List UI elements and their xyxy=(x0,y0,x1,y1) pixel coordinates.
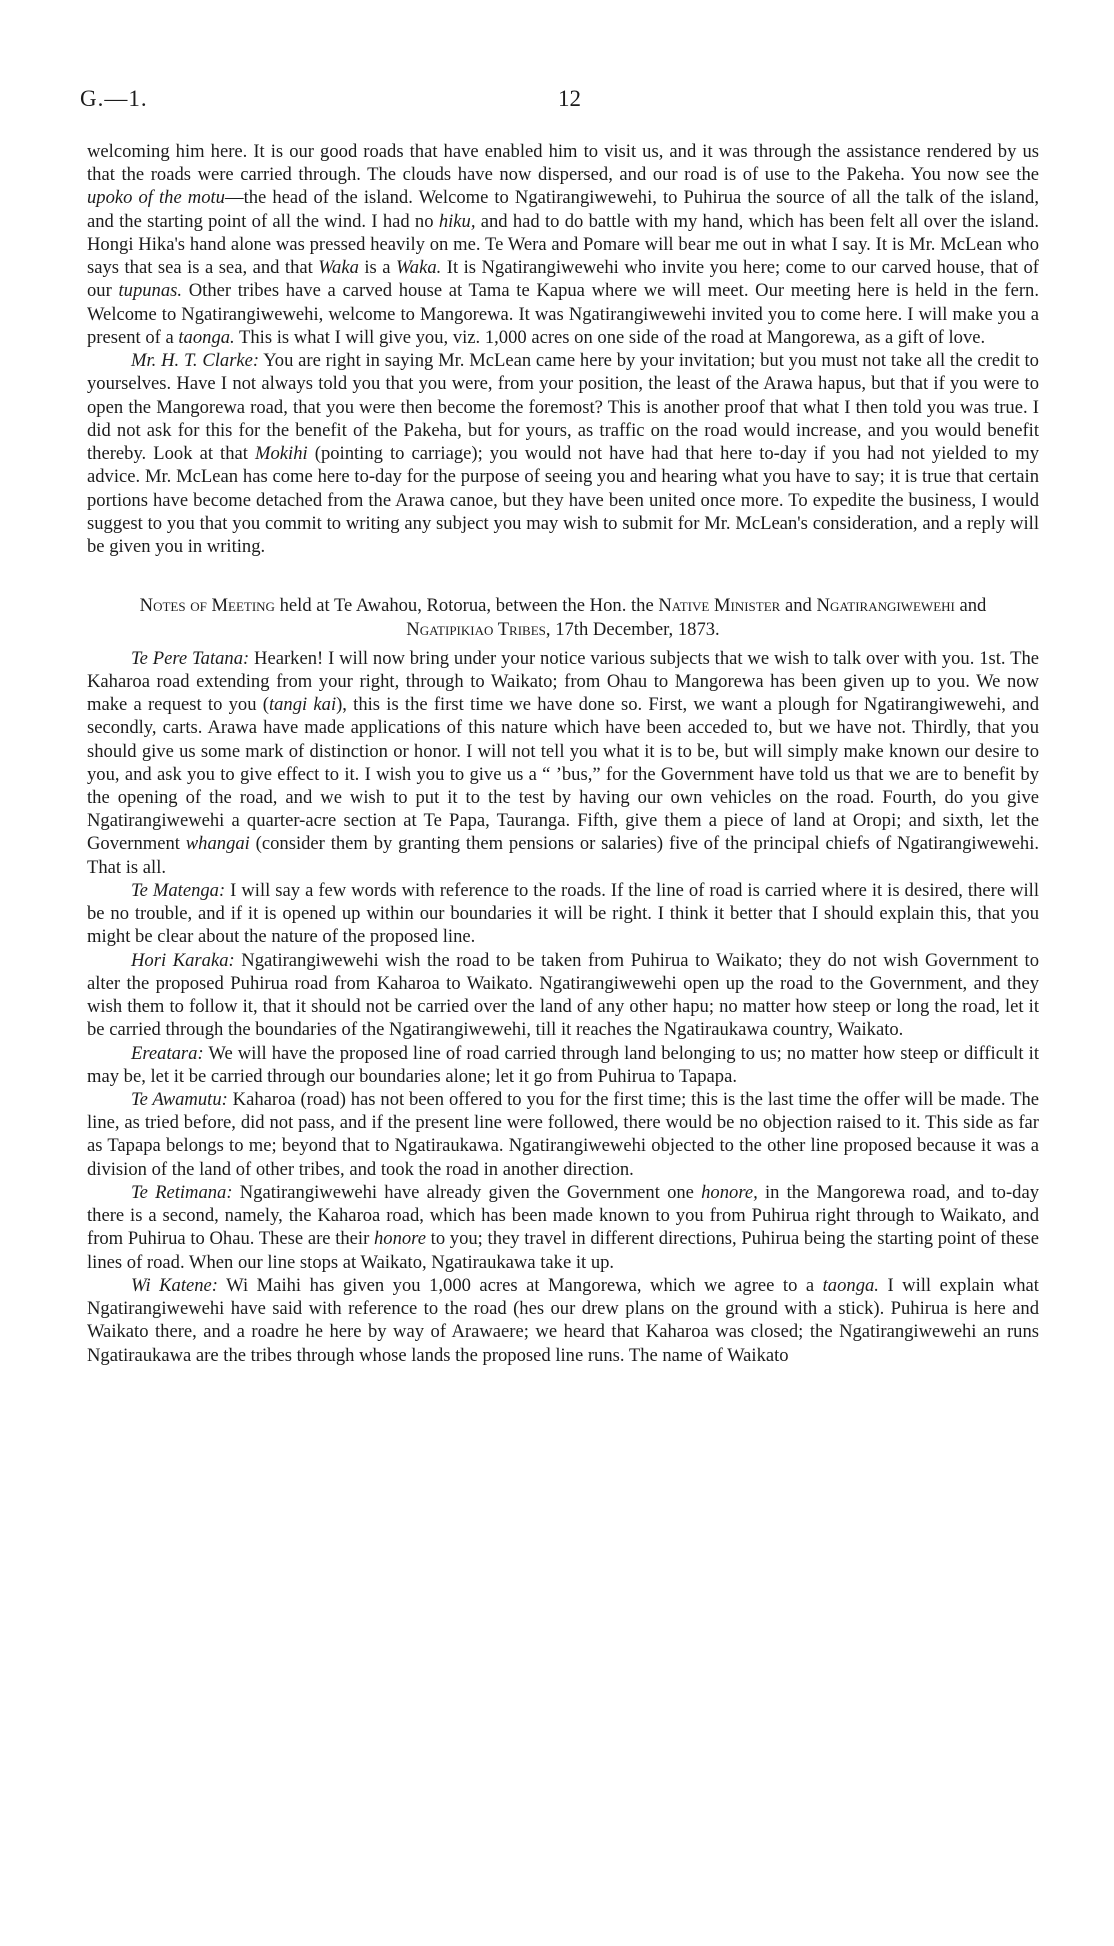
text-run: This is what I will give you, viz. 1,000 acres on one side of the road at Mangorewa, as a gift of love. xyxy=(234,326,986,348)
body-paragraph xyxy=(87,1181,1039,1274)
small-caps-text: Native Minister xyxy=(658,595,781,617)
italic-text: tupunas. xyxy=(118,280,183,302)
italic-text: honore, xyxy=(701,1181,758,1203)
text-run: I will say a few words with reference to the roads. If the line of road is carried where it is desired, there will be no trouble, and if it is opened up within our boundaries it will be right. I think it better that I should explain this, that you might be clear about the nature of the proposed line. xyxy=(87,879,1039,948)
text-run: is a xyxy=(358,257,397,279)
text-run: Other tribes have a carved house at Tama te Kapua where we will meet. Our meeting here is held in the fern. Welcome to Ngatirangiwewehi, welcome to Mangorewa. It was Ngatirangiwewehi invited you to come here. I will make you a present of a xyxy=(87,280,1039,348)
body-paragraph xyxy=(87,1042,1039,1088)
italic-text: Mokihi xyxy=(255,443,308,465)
italic-text: taonga. xyxy=(822,1274,879,1296)
text-run: and xyxy=(780,595,817,617)
text-run: It is Ngatirangiwewehi who invite you here; come to our carved house, that of our xyxy=(87,257,1039,302)
body-paragraph xyxy=(87,647,1039,879)
italic-text: Ereatara: xyxy=(131,1042,204,1064)
italic-text: Te Matenga: xyxy=(131,879,226,901)
document-reference: G.—1. xyxy=(80,86,148,111)
italic-text: tangi kai xyxy=(268,694,337,716)
italic-text: Mr. H. T. Clarke: xyxy=(131,350,260,372)
text-run: (consider them by granting them pensions or salaries) five of the principal chiefs of Ngatirangiwewehi. That is all. xyxy=(87,833,1040,878)
italic-text: taonga. xyxy=(178,326,235,348)
page-body xyxy=(87,140,1039,1367)
body-paragraph xyxy=(87,1274,1039,1367)
body-paragraph xyxy=(87,879,1039,949)
text-run: Ngatirangiwewehi wish the road to be taken from Puhirua to Waikato; they do not wish Government to alter the proposed Puhirua road from Kaharoa to Waikato. Ngatirangiwewehi open up the road to the Government, and they wish them to follow it, that it should not be carried over the land of any other hapu; no matter how steep or long the road, let it be carried through the boundaries of the Ngatirangiwewehi, till it reaches the Ngatiraukawa country, Waikato. xyxy=(87,949,1040,1041)
text-run: held at Te Awahou, Rotorua, between the Hon. the xyxy=(274,595,659,617)
body-paragraph xyxy=(87,349,1039,558)
text-run: and xyxy=(954,595,987,617)
small-caps-text: Notes of Meeting xyxy=(139,595,275,617)
text-run: and had to do battle with my hand, which has been felt all over the island. Hongi Hika's hand alone was pressed heavily on me. Te Wera and Pomare will bear me out in what I say. It is Mr. McLean who says that sea is a sea, and that xyxy=(87,210,1039,279)
italic-text: Te Pere Tatana: xyxy=(131,647,250,669)
text-run: , 17th December, 1873. xyxy=(545,619,720,641)
page-header xyxy=(80,86,1040,122)
section-heading xyxy=(87,594,1039,642)
text-run: Ngatirangiwewehi have already given the Government one xyxy=(232,1181,702,1203)
text-run: You are right in saying Mr. McLean came here by your invitation; but you must not take all the credit to yourselves. Have I not always told you that you were, from your position, the least of the Arawa hapus, but that if you were to open the Mangorewa road, that you were then become the foremost? This is another proof that what I then told you was true. I did not ask for this for the benefit of the Pakeha, but for yours, as traffic on the road would increase, and you would benefit thereby. Look at that xyxy=(87,350,1039,465)
text-run: (pointing to carriage); you would not have had that here to-day if you had not yielded to my advice. Mr. McLean has come here to-day for the purpose of seeing you and hearing what you have to say; it is true that certain portions have become detached from the Arawa canoe, but they have been united once more. To expedite the business, I would suggest to you that you commit to writing any subject you may wish to submit for Mr. McLean's consideration, and a reply will be given you in writing. xyxy=(87,443,1039,557)
body-paragraph xyxy=(87,949,1039,1042)
italic-text: Hori Karaka: xyxy=(131,949,235,971)
italic-text: Te Retimana: xyxy=(131,1181,233,1203)
page-number: 12 xyxy=(558,86,581,111)
italic-text: Waka. xyxy=(396,257,442,279)
italic-text: Te Awamutu: xyxy=(131,1089,228,1111)
text-run: —the head of the island. Welcome to Ngatirangiwewehi, to Puhirua the source of all the talk of the island, and the starting point of all the wind. I had no xyxy=(87,187,1039,232)
body-paragraph xyxy=(87,140,1039,349)
text-run: to you; they travel in different directions, Puhirua being the starting point of these lines of road. When our line stops at Waikato, Ngatiraukawa take it up. xyxy=(87,1228,1039,1273)
italic-text: honore xyxy=(373,1228,426,1250)
italic-text: hiku, xyxy=(438,210,476,232)
text-run: Wi Maihi has given you 1,000 acres at Mangorewa, which we agree to a xyxy=(218,1274,823,1296)
text-run: in the Mangorewa road, and to-day there is a second, namely, the Kaharoa road, which has been made known to you from Puhirua right through to Waikato, and from Puhirua to Ohau. These are their xyxy=(87,1181,1039,1250)
small-caps-text: Ngatirangiwewehi xyxy=(816,595,955,617)
italic-text: Wi Katene: xyxy=(131,1274,218,1296)
italic-text: Waka xyxy=(318,257,359,279)
text-run: Hearken! I will now bring under your notice various subjects that we wish to talk over with you. 1st. The Kaharoa road extending from your right, through to Waikato; from Ohau to Mangorewa has been given up to you. We now make a request to you ( xyxy=(87,647,1039,716)
text-run: Kaharoa (road) has not been offered to you for the first time; this is the last time the offer will be made. The line, as tried before, did not pass, and if the present line were followed, there would be no objection raised to it. This side as far as Tapapa belongs to me; beyond that to Ngatiraukawa. Ngatirangiwewehi objected to the other line proposed because it was a division of the land of other tribes, and took the road in another direction. xyxy=(87,1089,1039,1180)
text-run: We will have the proposed line of road carried through land belonging to us; no matter how steep or difficult it may be, let it be carried through our boundaries alone; let it go from Puhirua to Tapapa. xyxy=(87,1042,1039,1087)
italic-text: upoko of the motu xyxy=(87,187,225,209)
text-run: welcoming him here. It is our good roads that have enabled him to visit us, and it was through the assistance rendered by us that the roads were carried through. The clouds have now dispersed, and our road is of use to the Pakeha. You now see the xyxy=(87,141,1039,186)
text-run: I will explain what Ngatirangiwewehi have said with reference to the road (hes our drew plans on the ground with a stick). Puhirua is here and Waikato there, and a roadre he here by way of Arawaere; we heard that Kaharoa was closed; the Ngatirangiwewehi an runs Ngatiraukawa are the tribes through whose lands the proposed line runs. The name of Waikato xyxy=(87,1274,1039,1366)
small-caps-text: Ngatipikiao Tribes xyxy=(406,619,546,641)
text-run: ), this is the first time we have done so. First, we want a plough for Ngatirangiwewehi, and secondly, carts. Arawa have made applications of this nature which have been acceded to, but we have not. Thirdly, that you should give us some mark of distinction or honor. I will not tell you what it is to be, but will simply make known our desire to you, and ask you to give effect to it. I wish you to give us a “ ’bus,” for the Government have told us that we are to benefit by the opening of the road, and we wish to put it to the test by having our own vehicles on the road. Fourth, do you give Ngatirangiwewehi a quarter-acre section at Te Papa, Tauranga. Fifth, give them a piece of land at Oropi; and sixth, let the Government xyxy=(87,694,1039,855)
body-paragraph xyxy=(87,1088,1039,1181)
italic-text: whangai xyxy=(185,833,250,855)
